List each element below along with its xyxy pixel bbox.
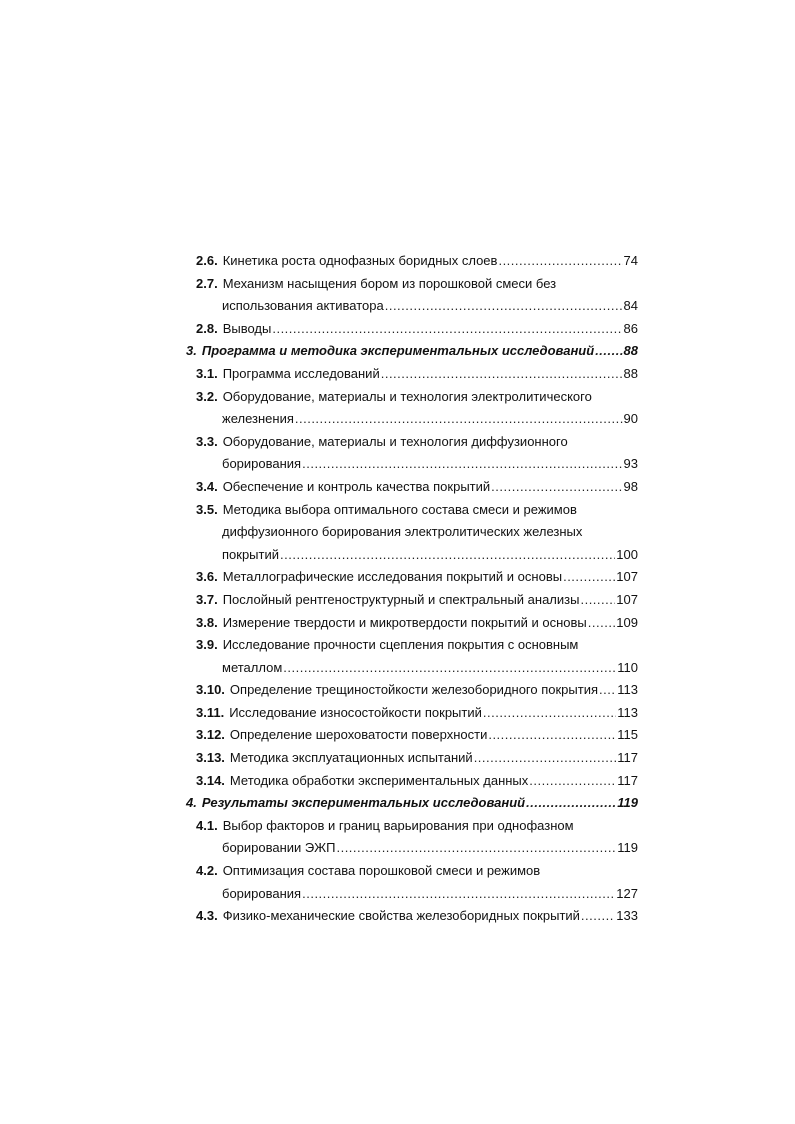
- toc-title: покрытий: [222, 546, 280, 562]
- toc-number: 3.: [186, 343, 197, 359]
- toc-number: 4.1.: [196, 817, 218, 833]
- toc-section-row: [186, 679, 638, 702]
- toc-title: Определение шероховатости поверхности: [229, 727, 488, 743]
- toc-page-number: 119: [617, 795, 638, 811]
- toc-number: 4.2.: [196, 863, 218, 879]
- toc-title: Обеспечение и контроль качества покрытий: [222, 478, 491, 494]
- toc-section-row: [186, 634, 638, 657]
- dot-leader: [283, 657, 616, 680]
- toc-page-number: 113: [617, 682, 638, 698]
- toc-number: 2.8.: [196, 320, 218, 336]
- toc-continuation-row: [186, 453, 638, 476]
- toc-section-row: [186, 566, 638, 589]
- toc-title: диффузионного борирования электролитических железных: [222, 524, 583, 540]
- dot-leader: [498, 250, 622, 273]
- toc-title: борирования: [222, 456, 302, 472]
- toc-title: борирования: [222, 885, 302, 901]
- toc-section-row: [186, 273, 638, 296]
- toc-section-row: [186, 386, 638, 409]
- dot-leader: [280, 544, 615, 567]
- toc-page-number: 113: [617, 704, 638, 720]
- toc-page-number: 133: [616, 908, 638, 924]
- toc-number: 3.8.: [196, 614, 218, 630]
- dot-leader: [302, 883, 615, 906]
- toc-section-row: [186, 431, 638, 454]
- toc-number: 3.12.: [196, 727, 225, 743]
- toc-page-number: 90: [623, 411, 638, 427]
- toc-section-row: [186, 702, 638, 725]
- toc-number: 3.3.: [196, 433, 218, 449]
- toc-page-number: 107: [616, 591, 638, 607]
- toc-continuation-row: [186, 883, 638, 906]
- toc-page-number: 115: [617, 727, 638, 743]
- toc-page-number: 110: [617, 659, 638, 675]
- dot-leader: [529, 770, 616, 793]
- toc-page-number: 88: [623, 343, 638, 359]
- table-of-contents: [186, 250, 638, 928]
- dot-leader: [302, 453, 622, 476]
- toc-title: Кинетика роста однофазных боридных слоев: [222, 253, 498, 268]
- toc-title: Программа и методика экспериментальных исследований: [201, 343, 595, 359]
- toc-page-number: 98: [623, 478, 638, 494]
- toc-section-row: [186, 770, 638, 793]
- toc-continuation-row: [186, 521, 638, 544]
- toc-page-number: 74: [623, 253, 638, 268]
- toc-page-number: 107: [616, 569, 638, 585]
- toc-chapter-row: [186, 792, 638, 815]
- toc-section-row: [186, 860, 638, 883]
- toc-section-row: [186, 363, 638, 386]
- dot-leader: [474, 747, 617, 770]
- toc-title: железнения: [222, 411, 294, 427]
- dot-leader: [272, 318, 622, 341]
- toc-section-row: [186, 747, 638, 770]
- dot-leader: [595, 340, 622, 363]
- toc-section-row: [186, 905, 638, 928]
- toc-number: 3.13.: [196, 750, 225, 766]
- toc-title: Исследование износостойкости покрытий: [229, 704, 482, 720]
- toc-title: Выводы: [222, 320, 272, 336]
- toc-title: Результаты экспериментальных исследований: [201, 795, 526, 811]
- toc-section-row: [186, 250, 638, 273]
- toc-chapter-row: [186, 340, 638, 363]
- toc-title: Оптимизация состава порошковой смеси и режимов: [222, 863, 541, 879]
- toc-page-number: 117: [617, 750, 638, 766]
- toc-title: Методика выбора оптимального состава смеси и режимов: [222, 501, 577, 517]
- toc-section-row: [186, 815, 638, 838]
- toc-section-row: [186, 476, 638, 499]
- toc-section-row: [186, 499, 638, 522]
- toc-page-number: 88: [623, 365, 638, 381]
- dot-leader: [295, 408, 623, 431]
- toc-title: Механизм насыщения бором из порошковой смеси без: [222, 275, 557, 291]
- dot-leader: [526, 792, 616, 815]
- dot-leader: [483, 702, 616, 725]
- toc-section-row: [186, 724, 638, 747]
- toc-number: 3.4.: [196, 478, 218, 494]
- toc-continuation-row: [186, 544, 638, 567]
- toc-continuation-row: [186, 295, 638, 318]
- toc-title: борировании ЭЖП: [222, 840, 336, 856]
- toc-title: Металлографические исследования покрытий и основы: [222, 569, 563, 585]
- toc-page-number: 93: [623, 456, 638, 472]
- toc-page-number: 117: [617, 772, 638, 788]
- toc-number: 3.9.: [196, 637, 218, 653]
- toc-number: 3.14.: [196, 772, 225, 788]
- toc-page-number: 86: [623, 320, 638, 336]
- toc-section-row: [186, 318, 638, 341]
- toc-continuation-row: [186, 408, 638, 431]
- toc-title: металлом: [222, 659, 283, 675]
- toc-number: 2.6.: [196, 253, 218, 268]
- dot-leader: [385, 295, 623, 318]
- dot-leader: [588, 612, 616, 635]
- toc-number: 2.7.: [196, 275, 218, 291]
- toc-title: использования активатора: [222, 298, 384, 314]
- toc-title: Оборудование, материалы и технология электролитического: [222, 388, 592, 404]
- dot-leader: [580, 589, 615, 612]
- dot-leader: [488, 724, 616, 747]
- toc-section-row: [186, 612, 638, 635]
- toc-title: Исследование прочности сцепления покрытия с основным: [222, 637, 579, 653]
- toc-page-number: 119: [617, 840, 638, 856]
- toc-number: 3.5.: [196, 501, 218, 517]
- toc-page-number: 100: [616, 546, 638, 562]
- toc-number: 3.10.: [196, 682, 225, 698]
- dot-leader: [491, 476, 622, 499]
- toc-number: 3.2.: [196, 388, 218, 404]
- toc-title: Выбор факторов и границ варьирования при однофазном: [222, 817, 574, 833]
- dot-leader: [381, 363, 623, 386]
- toc-title: Определение трещиностойкости железоборидного покрытия: [229, 682, 599, 698]
- toc-number: 4.3.: [196, 908, 218, 924]
- toc-title: Послойный рентгеноструктурный и спектральный анализы: [222, 591, 580, 607]
- toc-title: Программа исследований: [222, 365, 380, 381]
- dot-leader: [581, 905, 615, 928]
- toc-number: 3.7.: [196, 591, 218, 607]
- toc-number: 4.: [186, 795, 197, 811]
- toc-number: 3.6.: [196, 569, 218, 585]
- toc-section-row: [186, 589, 638, 612]
- toc-title: Методика обработки экспериментальных данных: [229, 772, 529, 788]
- toc-page-number: 109: [616, 614, 638, 630]
- toc-number: 3.1.: [196, 365, 218, 381]
- toc-number: 3.11.: [196, 704, 225, 720]
- toc-title: Методика эксплуатационных испытаний: [229, 750, 473, 766]
- dot-leader: [336, 837, 616, 860]
- toc-title: Оборудование, материалы и технология диффузионного: [222, 433, 568, 449]
- toc-title: Измерение твердости и микротвердости покрытий и основы: [222, 614, 587, 630]
- toc-title: Физико-механические свойства железоборидных покрытий: [222, 908, 580, 924]
- toc-continuation-row: [186, 837, 638, 860]
- toc-page-number: 127: [616, 885, 638, 901]
- toc-continuation-row: [186, 657, 638, 680]
- toc-page-number: 84: [623, 298, 638, 314]
- dot-leader: [599, 679, 616, 702]
- dot-leader: [563, 566, 615, 589]
